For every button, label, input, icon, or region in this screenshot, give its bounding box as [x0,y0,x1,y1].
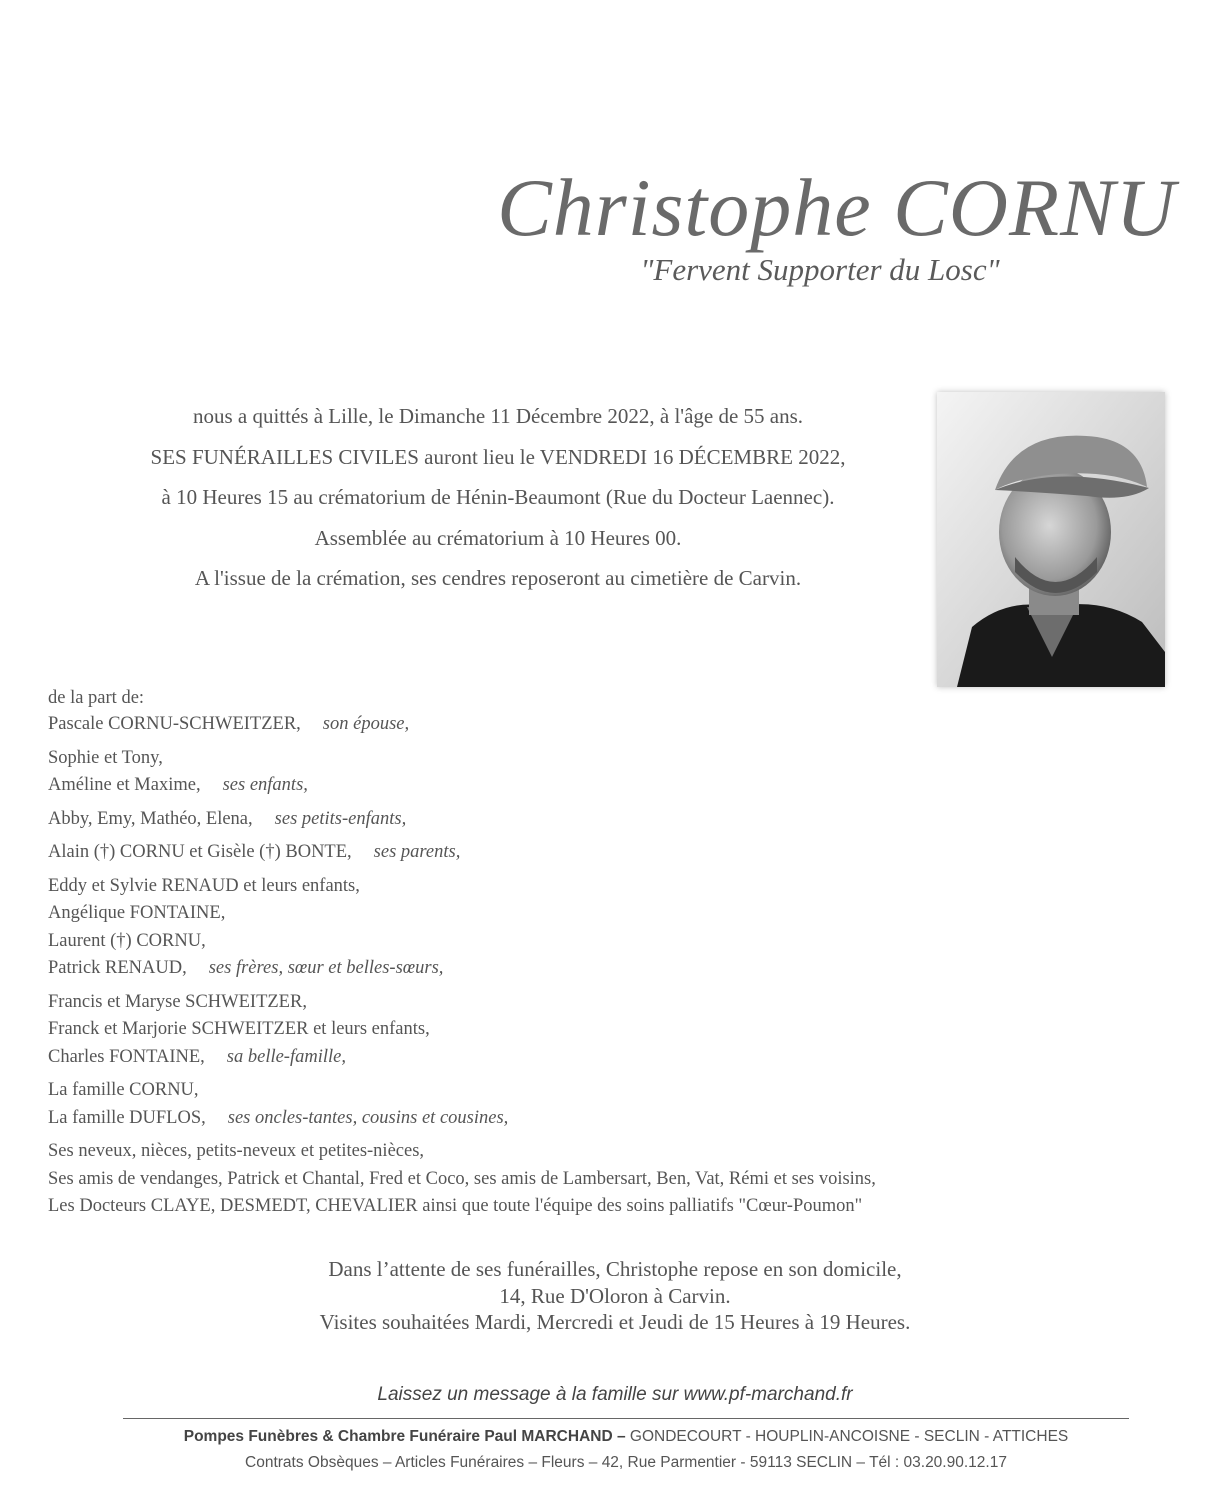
announcement-line: à 10 Heures 15 au crématorium de Hénin-Beaumont (Rue du Docteur Laennec). [161,485,835,509]
vigil-info [200,1256,1030,1336]
vigil-line: 14, Rue D'Oloron à Carvin. [499,1283,731,1308]
family-role: ses petits-enfants, [274,808,407,829]
announcement-line: Assemblée au crématorium à 10 Heures 00. [314,525,682,550]
company-name: Pompes Funèbres & Chambre Funéraire Paul MARCHAND – [183,1428,626,1445]
announcement-line: nous a quittés à Lille, le Dimanche 11 Décembre 2022, à l'âge de 55 ans. [192,404,804,428]
company-locations: GONDECOURT - HOUPLIN-ANCOISNE - SECLIN - ATTICHES [629,1428,1069,1445]
footer-company [123,1428,1129,1446]
deceased-name: Christophe CORNU [497,162,1176,253]
family-member: La famille CORNU, [48,1080,199,1100]
family-member: Franck et Marjorie SCHWEITZER et leurs enfants, [48,1019,430,1039]
vigil-line: Dans l’attente de ses funérailles, Christophe repose en son domicile, [328,1257,902,1281]
family-role: ses oncles-tantes, cousins et cousines, [227,1107,509,1128]
announcement [100,396,896,599]
family-group [48,839,1048,867]
family-member: Ses neveux, nièces, petits-neveux et petites-nièces, [48,1141,425,1161]
family-member: Alain (†) CORNU et Gisèle (†) BONTE, [48,842,352,862]
family-group [48,873,1048,983]
family-group [48,806,1048,834]
subtitle-quote: "Fervent Supporter du Losc" [640,252,1000,287]
family-member: Améline et Maxime, [48,775,201,795]
family-role: sa belle-famille, [226,1046,346,1067]
condolence-message-link[interactable]: Laissez un message à la famille sur www.pf-marchand.fr [377,1384,853,1405]
family-list [48,686,1048,1227]
family-intro: de la part de: [48,688,145,708]
family-member: Les Docteurs CLAYE, DESMEDT, CHEVALIER ainsi que toute l'équipe des soins palliatifs "Cœur-Poumon" [48,1196,863,1216]
family-member: La famille DUFLOS, [48,1107,206,1128]
family-member: Francis et Maryse SCHWEITZER, [48,991,307,1012]
family-member: Laurent (†) CORNU, [48,930,206,951]
family-member: Pascale CORNU-SCHWEITZER, [48,714,301,734]
portrait-photo [937,392,1165,687]
family-role: ses enfants, [222,775,308,795]
family-role: son épouse, [322,714,410,734]
family-member: Charles FONTAINE, [48,1046,205,1067]
footer-services: Contrats Obsèques – Articles Funéraires – Fleurs – 42, Rue Parmentier - 59113 SECLIN – Tél : 03.20.90.12.17 [245,1454,1007,1471]
family-group [48,989,1048,1072]
family-member: Abby, Emy, Mathéo, Elena, [48,808,253,829]
announcement-line: SES FUNÉRAILLES CIVILES auront lieu le VENDREDI 16 DÉCEMBRE 2022, [150,444,846,469]
family-group [48,745,1048,800]
vigil-line: Visites souhaitées Mardi, Mercredi et Jeudi de 15 Heures à 19 Heures. [319,1310,911,1334]
family-member: Angélique FONTAINE, [48,903,226,923]
family-member: Ses amis de vendanges, Patrick et Chantal, Fred et Coco, ses amis de Lambersart, Ben, Vat, Rémi et ses voisins, [48,1168,876,1189]
footer-divider [123,1418,1129,1419]
family-member: Sophie et Tony, [48,747,163,768]
family-group [48,1138,1048,1221]
announcement-line: A l'issue de la crémation, ses cendres reposeront au cimetière de Carvin. [194,566,802,590]
family-group [48,1077,1048,1132]
family-member: Eddy et Sylvie RENAUD et leurs enfants, [48,875,360,896]
family-member: Patrick RENAUD, [48,958,187,978]
family-group [48,711,1048,739]
family-role: ses frères, sœur et belles-sœurs, [208,958,444,978]
family-role: ses parents, [373,842,461,862]
